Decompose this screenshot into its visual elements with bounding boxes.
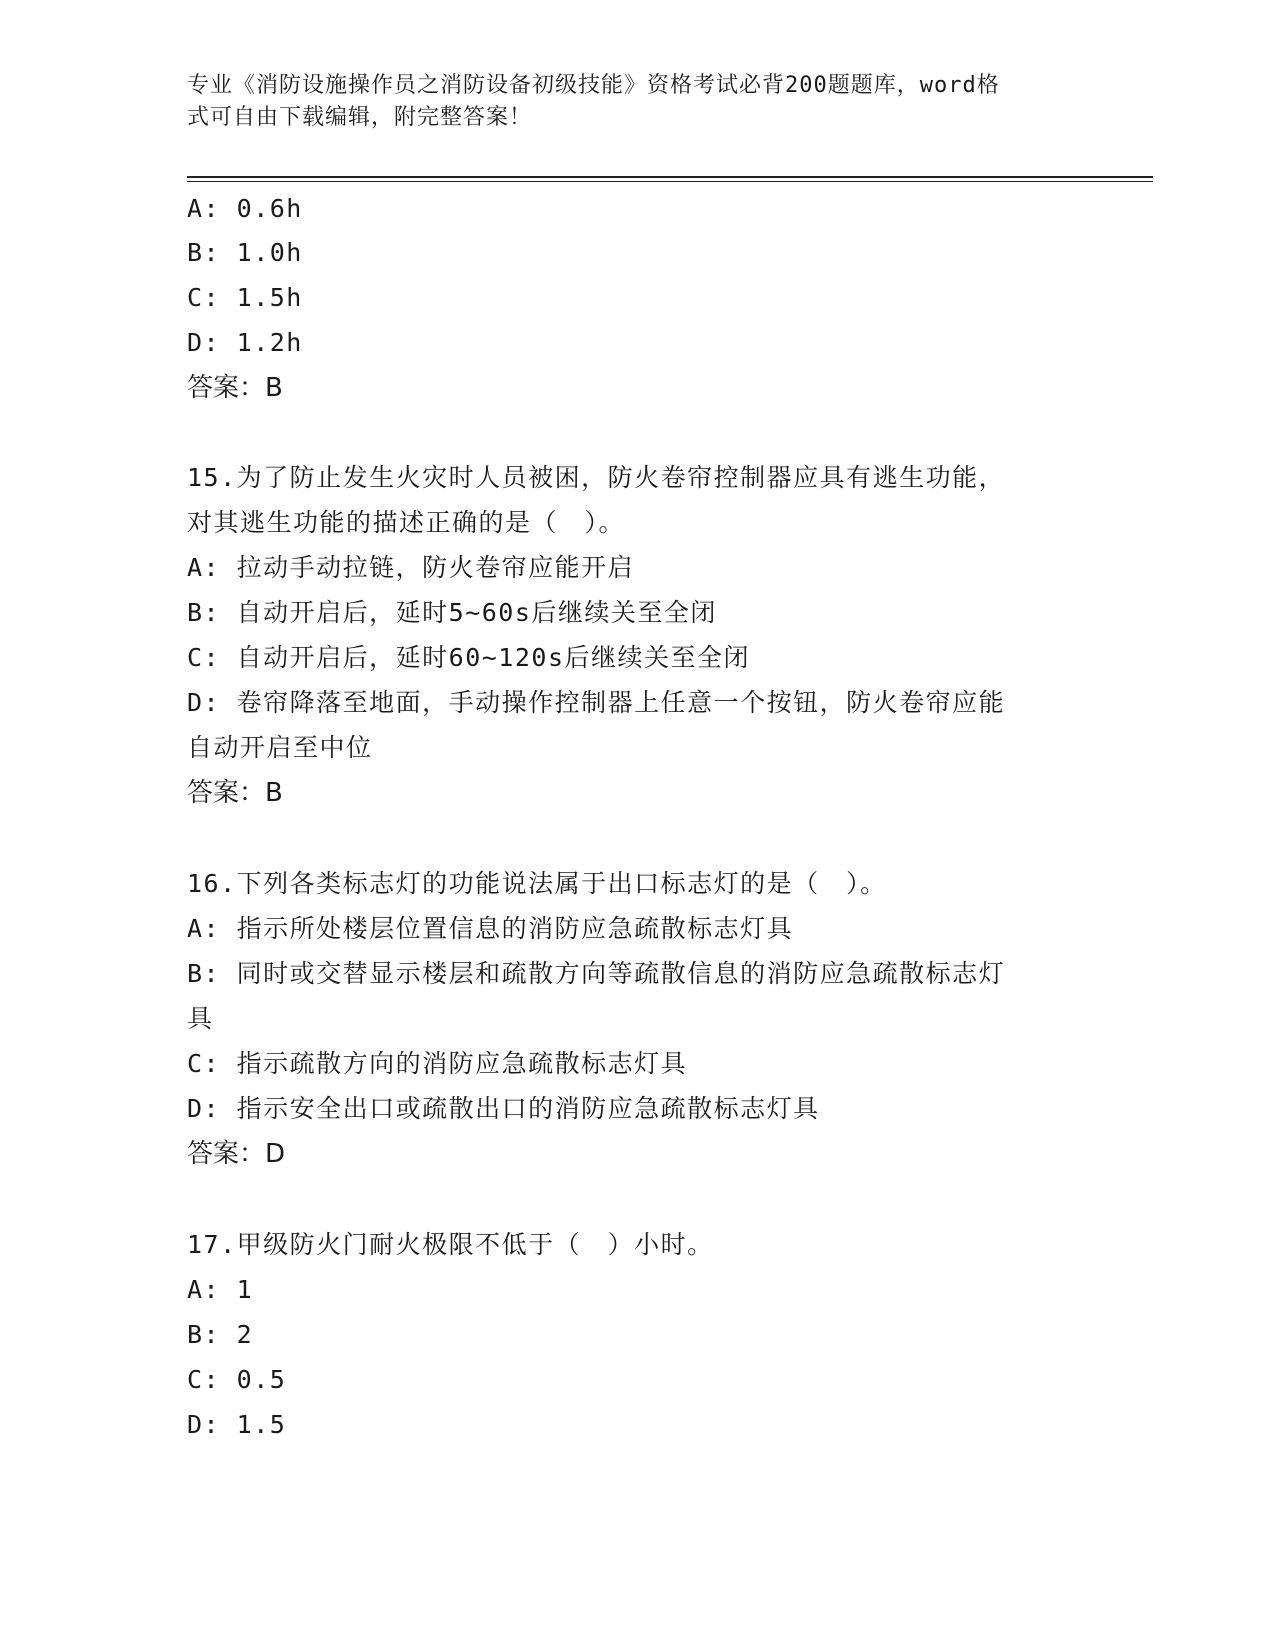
header-divider-thick: [187, 176, 1153, 178]
q17-option-b: B: 2: [187, 1320, 254, 1349]
q17-stem: 17.甲级防火门耐火极限不低于（ ）小时。: [187, 1230, 714, 1259]
header-line-1: 专业《消防设施操作员之消防设备初级技能》资格考试必背200题题库，word格: [187, 73, 1000, 98]
q15-option-d-line-1: D: 卷帘降落至地面，手动操作控制器上任意一个按钮，防火卷帘应能: [187, 688, 1006, 717]
q16-option-d: D: 指示安全出口或疏散出口的消防应急疏散标志灯具: [187, 1094, 820, 1123]
q17-option-c: C: 0.5: [187, 1365, 287, 1394]
header-line-2: 式可自由下载编辑，附完整答案！: [187, 105, 533, 130]
q15-option-c: C: 自动开启后，延时60~120s后继续关至全闭: [187, 643, 751, 672]
q15-option-a: A: 拉动手动拉链，防火卷帘应能开启: [187, 553, 635, 582]
q14-option-d: D: 1.2h: [187, 328, 303, 357]
q15-answer: 答案：B: [187, 778, 283, 808]
q14-option-a: A: 0.6h: [187, 194, 303, 223]
q16-option-a: A: 指示所处楼层位置信息的消防应急疏散标志灯具: [187, 914, 794, 943]
q16-answer: 答案：D: [187, 1139, 286, 1169]
q17-option-d: D: 1.5: [187, 1410, 287, 1439]
q16-option-b-line-2: 具: [187, 1004, 214, 1033]
q15-stem-line-2: 对其逃生功能的描述正确的是（ ）。: [187, 508, 626, 537]
q16-option-c: C: 指示疏散方向的消防应急疏散标志灯具: [187, 1049, 688, 1078]
q14-option-b: B: 1.0h: [187, 238, 303, 267]
header-divider-thin: [187, 181, 1153, 182]
q15-option-d-line-2: 自动开启至中位: [187, 733, 373, 762]
q14-option-c: C: 1.5h: [187, 283, 303, 312]
q14-answer: 答案：B: [187, 373, 283, 403]
q17-option-a: A: 1: [187, 1275, 254, 1304]
q16-option-b-line-1: B: 同时或交替显示楼层和疏散方向等疏散信息的消防应急疏散标志灯: [187, 959, 1006, 988]
q15-option-b: B: 自动开启后，延时5~60s后继续关至全闭: [187, 598, 717, 627]
q16-stem: 16.下列各类标志灯的功能说法属于出口标志灯的是（ ）。: [187, 869, 887, 898]
q15-stem-line-1: 15.为了防止发生火灾时人员被困，防火卷帘控制器应具有逃生功能，: [187, 463, 1006, 492]
document-header: [187, 70, 1077, 134]
